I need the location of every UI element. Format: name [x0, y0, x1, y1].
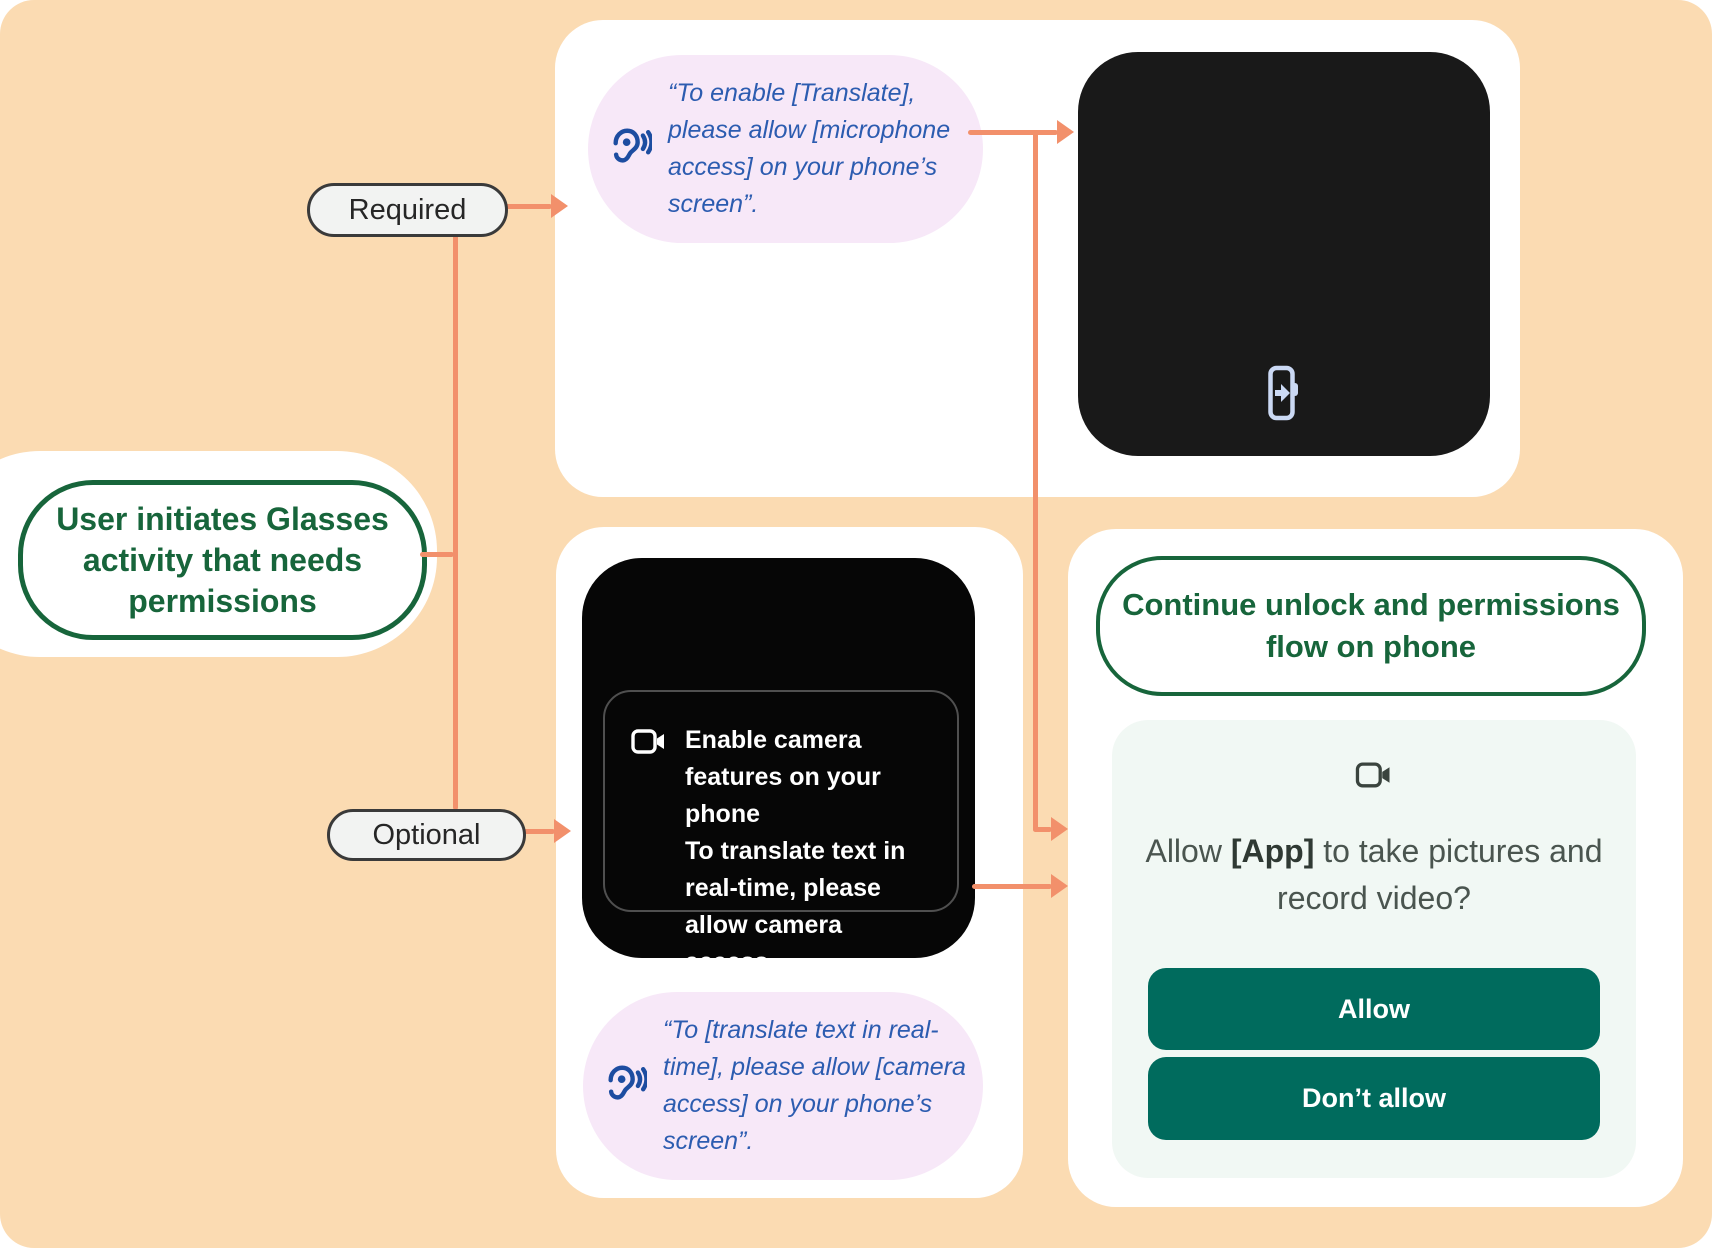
arrowhead-camera-screen-to-phone-flow	[1051, 874, 1068, 898]
allow-button[interactable]	[1148, 968, 1600, 1050]
dont-allow-button-label: Don’t allow	[1302, 1083, 1446, 1113]
continue-node-label: Continue unlock and permissions flow on phone	[1122, 587, 1620, 664]
glasses-camera-dialog	[603, 690, 959, 976]
connector-trunk-to-phone-flow	[1033, 130, 1038, 832]
required-tag-label: Required	[348, 193, 467, 226]
voice-prompt-camera-text: “To [translate text in real-time], please allow [camera access] on your phone’s screen”.	[663, 1016, 966, 1155]
permission-app-placeholder: [App]	[1230, 833, 1315, 869]
start-node-label: User initiates Glasses activity that needs permissions	[56, 500, 389, 619]
optional-tag-label: Optional	[372, 818, 481, 851]
listening-ear-icon	[608, 126, 652, 173]
permission-title-suffix: to take pictures and record video?	[1277, 833, 1603, 916]
required-tag	[307, 183, 508, 237]
connector-start-branch	[420, 552, 454, 557]
start-node	[18, 480, 427, 640]
continue-node	[1096, 556, 1646, 696]
voice-prompt-microphone-text: “To enable [Translate], please allow [microphone access] on your phone’s screen”.	[668, 79, 951, 218]
connector-bubble-to-phone-screen	[968, 130, 1058, 135]
allow-button-label: Allow	[1338, 993, 1410, 1024]
arrowhead-bubble-to-phone-screen	[1057, 120, 1074, 144]
glasses-camera-dialog-body: To translate text in real-time, please allow camera access.	[685, 837, 906, 976]
listening-ear-icon	[603, 1063, 647, 1110]
glasses-camera-dialog-title: Enable camera features on your phone	[685, 726, 881, 828]
glasses-screen-continue-on-phone	[1078, 52, 1490, 456]
video-camera-icon	[1355, 760, 1393, 796]
dont-allow-button[interactable]	[1148, 1057, 1600, 1140]
connector-required-optional-trunk	[453, 230, 458, 810]
voice-prompt-camera	[583, 992, 983, 1180]
arrowhead-optional-to-screen	[554, 819, 571, 843]
permission-dialog-title	[1139, 828, 1609, 922]
connector-required-to-bubble	[502, 204, 552, 209]
arrowhead-trunk-to-phone-flow	[1051, 817, 1068, 841]
video-camera-icon	[631, 727, 667, 910]
arrowhead-required-to-bubble	[551, 194, 568, 218]
phone-permission-dialog	[1112, 720, 1636, 1178]
glasses-screen-camera-prompt	[582, 558, 975, 976]
connector-camera-screen-to-phone-flow	[972, 884, 1052, 889]
connector-trunk-elbow	[1033, 827, 1052, 832]
voice-prompt-microphone	[588, 55, 983, 243]
phone-handoff-icon	[1268, 365, 1300, 426]
permission-title-prefix: Allow	[1145, 833, 1231, 869]
optional-tag	[327, 809, 526, 861]
